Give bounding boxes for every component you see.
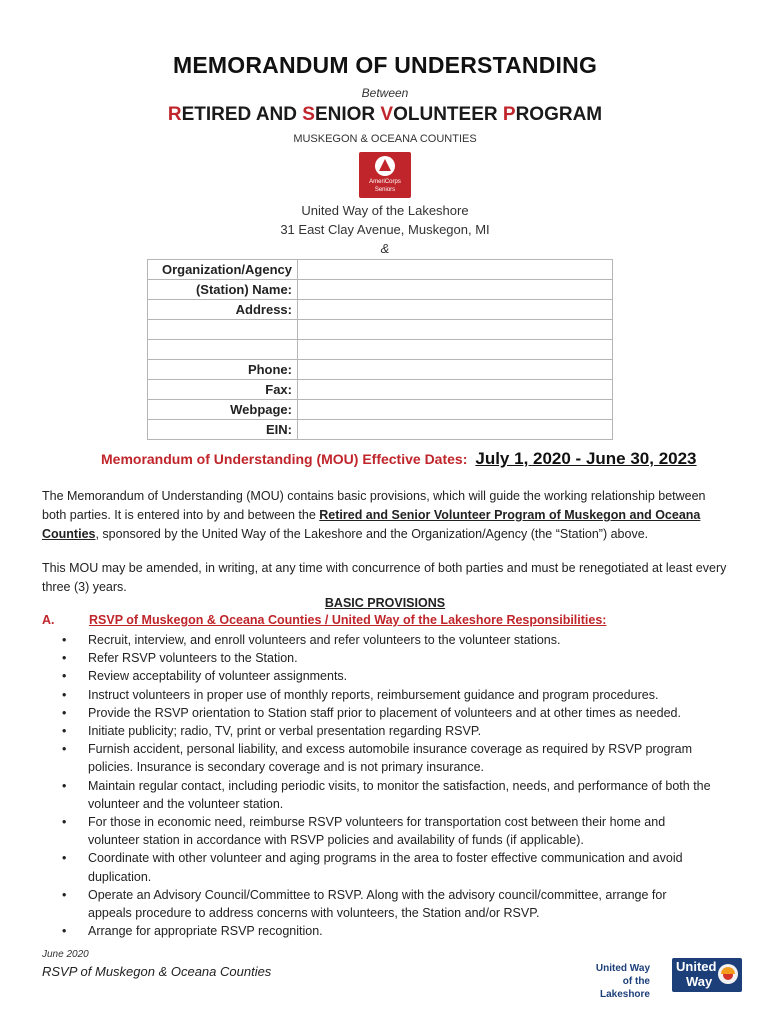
list-item [62,849,712,885]
table-row [148,340,613,360]
list-item [62,722,712,740]
program-letter-r: R [167,104,182,125]
fax-field[interactable] [298,380,613,400]
footer-org: RSVP of Muskegon & Oceana Counties [42,964,272,979]
table-row [148,280,613,300]
table-row [148,400,613,420]
table-row [148,360,613,380]
bullet-icon: • [62,815,67,830]
united-way-wordmark [586,962,650,1001]
intro-text-a: The Memorandum of Understanding (MOU) contains basic provisions, which will guide the working relationship between both parties. It is entered into by and between the [42,489,706,522]
webpage-field[interactable] [298,400,613,420]
effective-dates-line [101,449,697,469]
row-label: EIN: [148,420,298,440]
document-title: MEMORANDUM OF UNDERSTANDING [172,52,598,78]
united-way-logo-icon [672,958,742,992]
list-item-text: Operate an Advisory Council/Committee to RSVP. Along with the advisory council/committee, arrange for appeals procedure to address concerns with volunteers, the Station and/or RSVP. [88,887,667,921]
list-item [62,686,712,704]
list-item-text: Maintain regular contact, including periodic visits, to monitor the satisfaction, needs, and performance of both the volunteer and the volunteer station. [88,778,711,811]
amendment-paragraph: This MOU may be amended, in writing, at any time with concurrence of both parties and must be renegotiated at least every three (3) years. [42,561,727,594]
sponsor-address: 31 East Clay Avenue, Muskegon, MI [280,222,490,237]
program-word-etired: ETIRED AND [181,104,303,125]
row-label: (Station) Name: [148,280,298,300]
united-way-line-1: United Way [595,963,650,974]
row-label: Fax: [148,380,298,400]
list-item-text: Initiate publicity; radio, TV, print or verbal presentation regarding RSVP. [88,724,482,739]
responsibilities-list [62,631,712,940]
bullet-icon: • [62,924,67,939]
intro-paragraph [42,487,732,544]
program-word-olunteer: OLUNTEER [393,104,503,125]
basic-provisions-heading: BASIC PROVISIONS [324,596,446,610]
between-label: Between [361,86,409,100]
united-way-logo-word-1: United [676,959,717,974]
united-way-line-2: of the Lakeshore [599,976,650,1000]
address-field[interactable] [298,300,613,320]
list-item [62,667,712,685]
bullet-icon: • [62,851,67,866]
section-letter: A. [42,613,55,627]
logo-line-2: Seniors [374,187,396,193]
list-item [62,649,712,667]
program-full-name: Retired and Senior Volunteer Program of Muskegon and Oceana Counties [42,508,701,541]
bullet-icon: • [62,887,67,902]
bullet-icon: • [62,633,67,647]
effective-dates-range: July 1, 2020 - June 30, 2023 [475,449,697,468]
program-letter-p: P [502,104,516,125]
list-item [62,813,712,849]
list-item-text: Furnish accident, personal liability, and excess automobile insurance coverage as required by RSVP program policies. Insurance is secondary coverage and is not primary insurance. [88,742,693,775]
ein-field[interactable] [298,420,613,440]
row-label: Address: [148,300,298,320]
list-item [62,777,712,813]
list-item-text: Recruit, interview, and enroll volunteers and refer volunteers to the volunteer stations. [88,633,561,647]
phone-field[interactable] [298,360,613,380]
row-label: Webpage: [148,400,298,420]
program-letter-s: S [302,104,315,125]
row-label [148,320,298,340]
address-line-2-field[interactable] [298,320,613,340]
bullet-icon: • [62,705,67,720]
list-item-text: Review acceptability of volunteer assignments. [88,669,348,684]
address-line-3-field[interactable] [298,340,613,360]
org-name-field[interactable] [298,260,613,280]
sponsor-name: United Way of the Lakeshore [301,203,469,218]
list-item [62,704,712,722]
table-row [148,320,613,340]
program-letter-v: V [380,104,394,125]
americorps-seniors-logo-icon [359,152,411,198]
footer-date: June 2020 [42,949,89,960]
ampersand: & [380,241,390,256]
table-row [148,420,613,440]
section-a-heading: RSVP of Muskegon & Oceana Counties / United Way of the Lakeshore Responsibilities: [89,613,607,627]
intro-text-c: , sponsored by the United Way of the Lakeshore and the Organization/Agency (the “Station”) above. [95,527,649,541]
list-item-text: Provide the RSVP orientation to Station staff prior to placement of volunteers and at other times as needed. [88,705,681,720]
logo-line-1: AmeriCorps [369,179,401,185]
bullet-icon: • [62,651,67,666]
bullet-icon: • [62,687,67,702]
program-word-enior: ENIOR [314,104,381,125]
list-item [62,631,712,649]
list-item [62,922,712,940]
list-item-text: Refer RSVP volunteers to the Station. [88,651,298,666]
counties-subtitle: MUSKEGON & OCEANA COUNTIES [293,133,477,145]
effective-dates-label: Memorandum of Understanding (MOU) Effective Dates: [101,451,468,467]
agency-info-table [147,259,613,440]
list-item [62,886,712,922]
list-item-text: Arrange for appropriate RSVP recognition. [88,924,323,939]
station-name-field[interactable] [298,280,613,300]
table-row [148,260,613,280]
bullet-icon: • [62,669,67,684]
list-item-text: Coordinate with other volunteer and aging programs in the area to foster effective communication and avoid duplication. [88,851,683,884]
program-word-rogram: ROGRAM [515,104,603,125]
united-way-logo-word-2: Way [686,974,713,989]
program-name [0,104,770,126]
table-row [148,380,613,400]
list-item-text: Instruct volunteers in proper use of monthly reports, reimbursement guidance and program procedures. [88,687,659,702]
row-label: Phone: [148,360,298,380]
list-item [62,740,712,776]
row-label [148,340,298,360]
bullet-icon: • [62,778,67,793]
list-item-text: For those in economic need, reimburse RSVP volunteers for transportation cost between their home and volunteer station in accordance with RSVP policies and availability of funds (if applicable). [88,815,666,848]
americorps-emblem-icon [375,156,395,176]
united-way-emblem-icon [718,964,738,984]
row-label: Organization/Agency [148,260,298,280]
table-row [148,300,613,320]
bullet-icon: • [62,724,67,739]
bullet-icon: • [62,742,67,757]
